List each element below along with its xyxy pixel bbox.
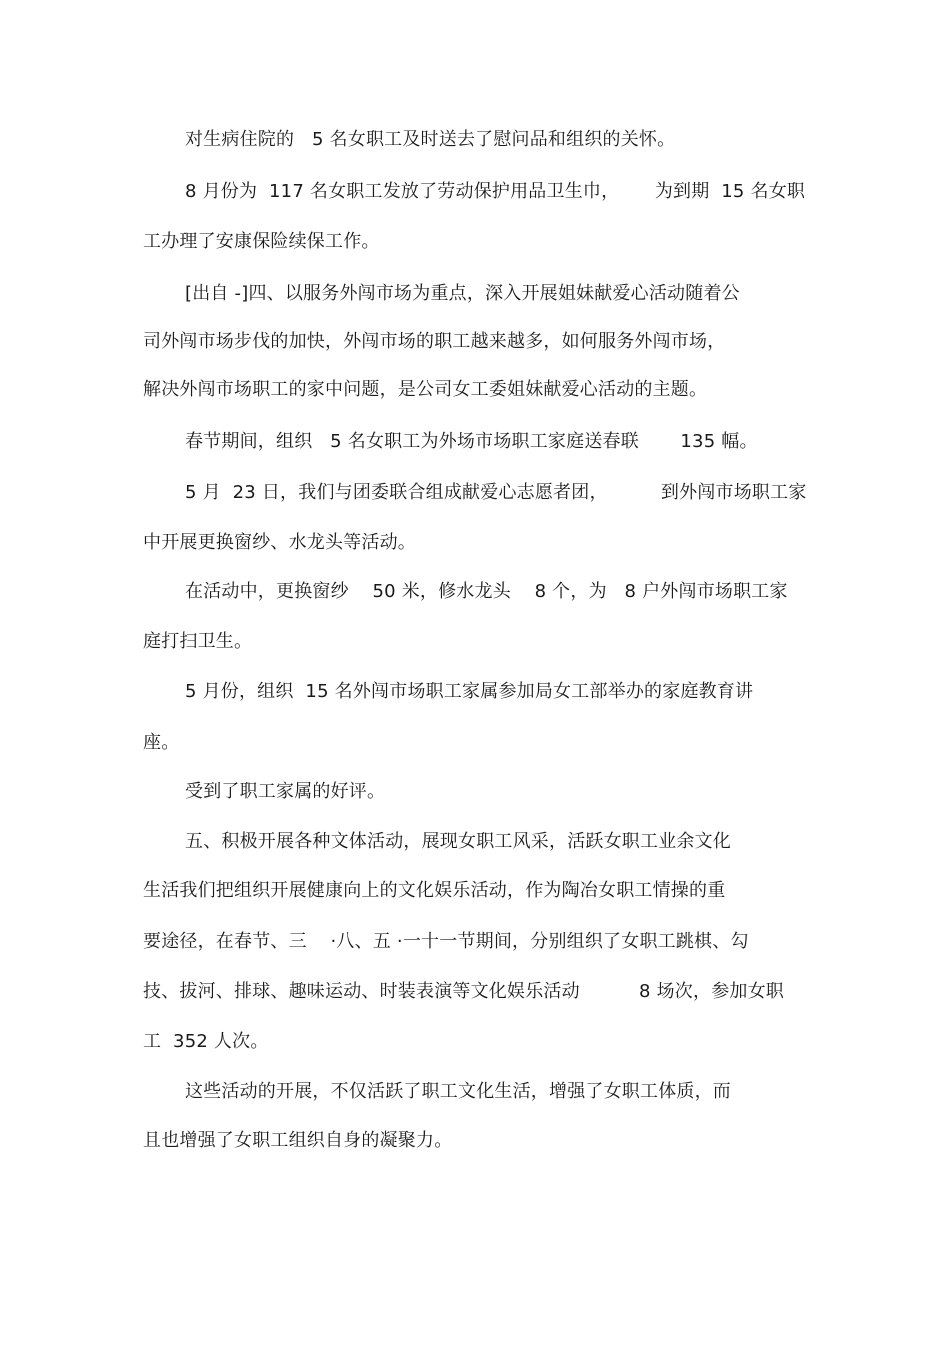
text-line: 五、积极开展各种文体活动，展现女职工风采，活跃女职工业余文化 [185,831,731,852]
text-line: 工办理了安康保险续保工作。 [143,231,380,252]
text-line: 解决外闯市场职工的家中问题，是公司女工委姐妹献爱心活动的主题。 [143,379,708,400]
text-line: 且也增强了女职工组织自身的凝聚力。 [143,1130,453,1151]
text-line: 5 月 23 日，我们与团委联合组成献爱心志愿者团， 到外闯市场职工家 [185,482,807,503]
text-line: 技、拔河、排球、趣味运动、时装表演等文化娱乐活动 8 场次，参加女职 [143,981,784,1002]
text-line: 8 月份为 117 名女职工发放了劳动保护用品卫生巾， 为到期 15 名女职 [185,181,806,202]
text-line: 工 352 人次。 [143,1031,269,1052]
text-line: 要途径，在春节、三 ·八、五 ·一十一节期间，分别组织了女职工跳棋、勾 [143,931,749,952]
text-line: 这些活动的开展，不仅活跃了职工文化生活，增强了女职工体质，而 [185,1081,731,1102]
text-line: 春节期间，组织 5 名女职工为外场市场职工家庭送春联 135 幅。 [185,431,758,452]
text-line: 生活我们把组织开展健康向上的文化娱乐活动，作为陶冶女职工情操的重 [143,880,726,901]
text-line: [出自 -]四、以服务外闯市场为重点，深入开展姐妹献爱心活动随着公 [185,283,740,304]
text-line: 座。 [143,732,180,753]
text-line: 对生病住院的 5 名女职工及时送去了慰问品和组织的关怀。 [185,129,676,150]
text-line: 受到了职工家属的好评。 [185,781,386,802]
text-line: 5 月份，组织 15 名外闯市场职工家属参加局女工部举办的家庭教育讲 [185,681,754,702]
text-line: 司外闯市场步伐的加快，外闯市场的职工越来越多，如何服务外闯市场， [143,331,726,352]
text-line: 庭打扫卫生。 [143,631,253,652]
text-line: 中开展更换窗纱、水龙头等活动。 [143,532,416,553]
text-line: 在活动中，更换窗纱 50 米，修水龙头 8 个，为 8 户外闯市场职工家 [185,581,788,602]
